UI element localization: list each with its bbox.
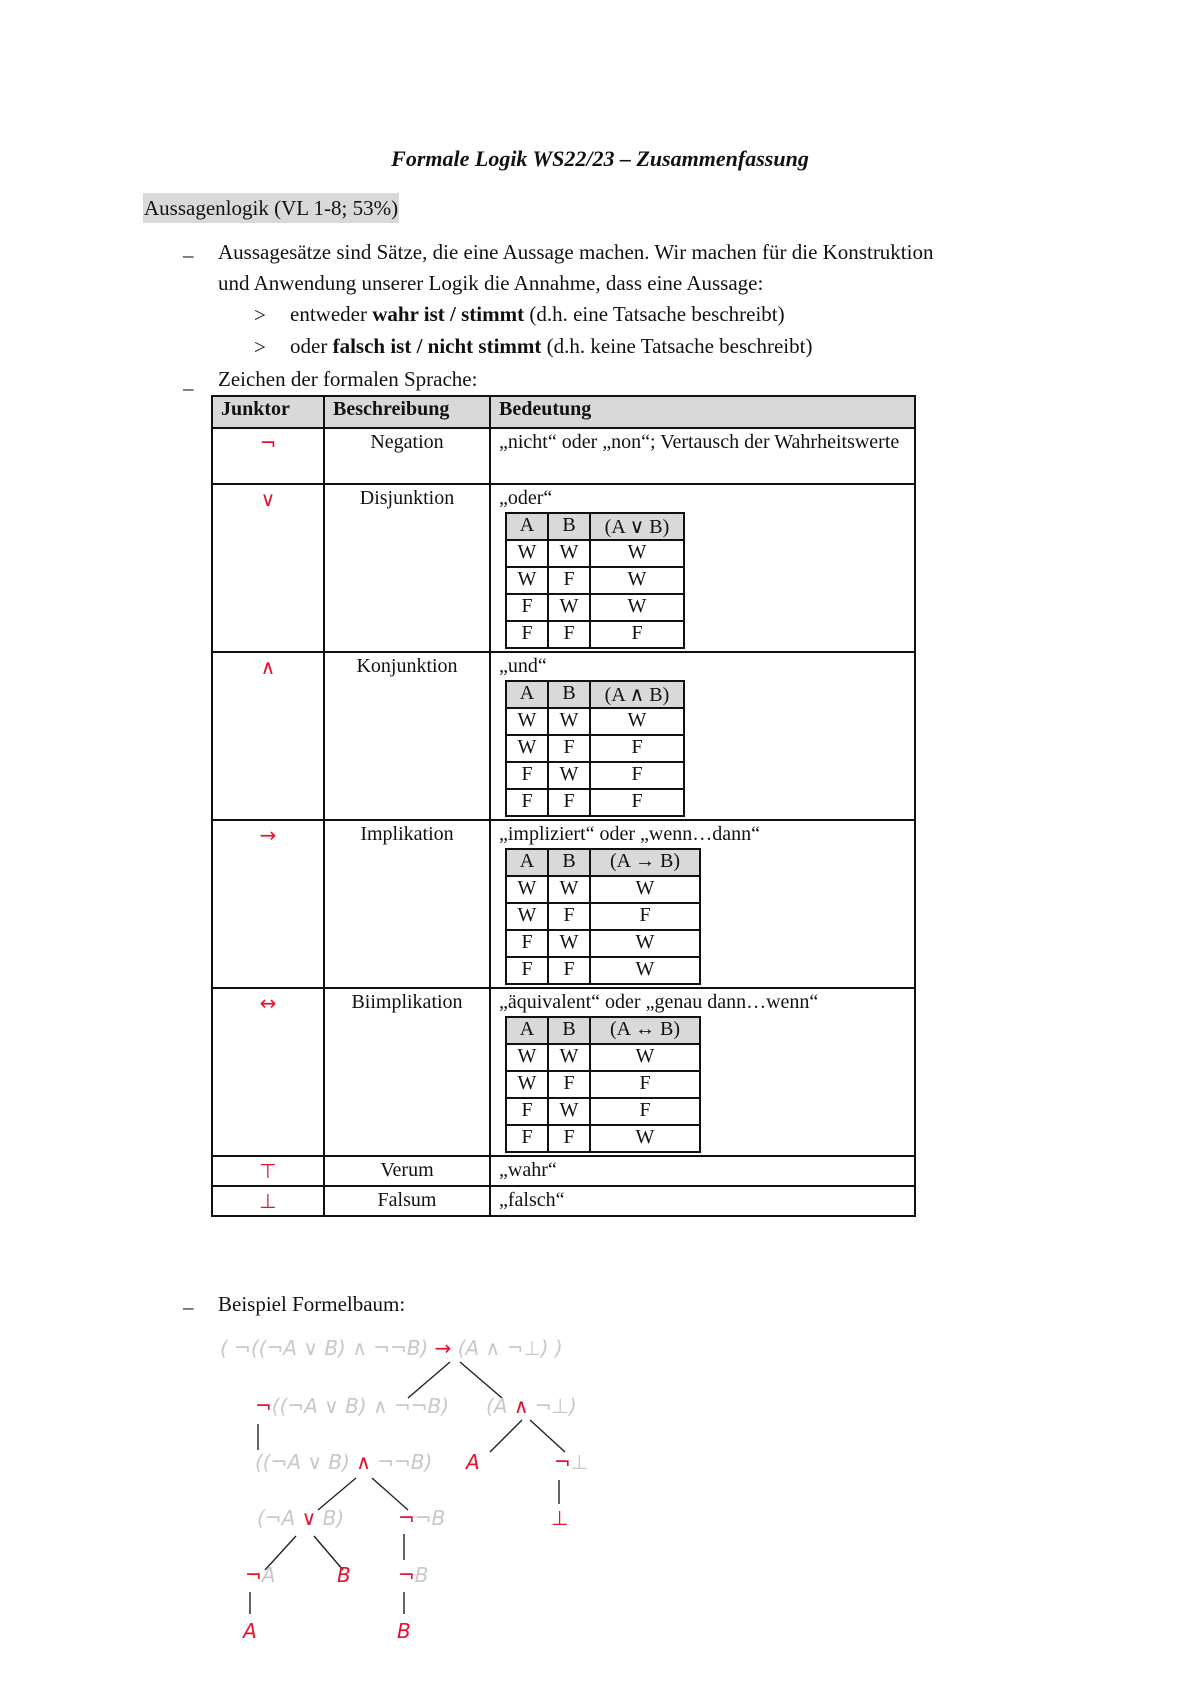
tree-node-neg-bot <box>554 1450 588 1474</box>
junktor-description: Biimplikation <box>324 988 490 1156</box>
junktor-description: Konjunktion <box>324 652 490 820</box>
truth-header: B <box>548 681 590 708</box>
truth-cell: F <box>548 567 590 594</box>
table-row <box>212 988 915 1156</box>
truth-cell: F <box>548 1125 590 1152</box>
junktor-table <box>211 395 916 1217</box>
intro-line-2: und Anwendung unserer Logik die Annahme, dass eine Aussage: <box>218 271 764 295</box>
truth-cell: W <box>548 930 590 957</box>
truth-header: B <box>548 1017 590 1044</box>
junktor-symbol: ∨ <box>212 484 324 652</box>
intro-line-1: Aussagesätze sind Sätze, die eine Aussage machen. Wir machen für die Konstruktion <box>218 240 934 264</box>
junktor-symbol: ⊤ <box>212 1156 324 1186</box>
junktor-description: Implikation <box>324 820 490 988</box>
tree-text: ¬B <box>414 1506 446 1530</box>
tree-text: ( ¬((¬A ∨ B) ∧ ¬¬B) <box>220 1336 435 1360</box>
example-heading: Beispiel Formelbaum: <box>218 1292 406 1316</box>
junktor-description: Verum <box>324 1156 490 1186</box>
tree-main-connective: ∧ <box>356 1450 371 1474</box>
truth-cell: W <box>548 876 590 903</box>
truth-cell: W <box>590 957 700 984</box>
truth-cell: F <box>506 789 548 816</box>
truth-cell: W <box>590 594 684 621</box>
section-heading: Aussagenlogik (VL 1-8; 53%) <box>143 193 399 223</box>
truth-cell: F <box>548 789 590 816</box>
tree-atom: B <box>337 1563 351 1587</box>
junktor-meaning: „falsch“ <box>490 1186 915 1216</box>
table-header-row <box>212 396 915 428</box>
tree-main-connective: ¬ <box>398 1506 415 1530</box>
truth-cell: W <box>506 1044 548 1071</box>
truth-cell: W <box>506 708 548 735</box>
truth-cell: W <box>548 594 590 621</box>
junktor-meaning: „oder“ <box>499 487 553 509</box>
sub-bold: wahr ist / stimmt <box>372 302 525 326</box>
truth-cell: W <box>590 1125 700 1152</box>
truth-cell: F <box>590 903 700 930</box>
tree-text: B <box>414 1563 429 1587</box>
truth-cell: F <box>590 1098 700 1125</box>
truth-cell: F <box>590 735 684 762</box>
truth-cell: W <box>506 735 548 762</box>
junktor-description: Disjunktion <box>324 484 490 652</box>
junktor-symbol: ¬ <box>212 428 324 484</box>
junktor-description: Negation <box>324 428 490 484</box>
truth-header: (A ∨ B) <box>590 513 684 540</box>
junktor-meaning: „und“ <box>499 655 547 677</box>
truth-cell: F <box>506 621 548 648</box>
junktor-symbol: ↔ <box>212 988 324 1156</box>
tree-atom: ⊥ <box>551 1506 569 1530</box>
junktor-meaning: „impliziert“ oder „wenn…dann“ <box>499 823 760 845</box>
table-row <box>212 1186 915 1216</box>
truth-cell: W <box>590 708 684 735</box>
truth-cell: F <box>506 1125 548 1152</box>
tree-atom: A <box>466 1450 480 1474</box>
truth-cell: F <box>590 621 684 648</box>
junktor-symbol: ∧ <box>212 652 324 820</box>
tree-node-neg-a <box>245 1563 275 1587</box>
truth-cell: F <box>590 762 684 789</box>
tree-text: B) <box>316 1506 345 1530</box>
truth-cell: F <box>590 789 684 816</box>
tree-text: ¬¬B) <box>370 1450 433 1474</box>
truth-cell: F <box>506 594 548 621</box>
signs-heading: Zeichen der formalen Sprache: <box>218 367 478 391</box>
table-row <box>212 484 915 652</box>
tree-atom: A <box>243 1619 257 1643</box>
truth-header: B <box>548 513 590 540</box>
tree-main-connective: ¬ <box>255 1394 272 1418</box>
tree-text: ((¬A ∨ B) <box>255 1450 357 1474</box>
sub-pre: oder <box>290 334 333 358</box>
tree-main-connective: ¬ <box>398 1563 415 1587</box>
truth-cell: W <box>590 930 700 957</box>
junktor-meaning: „äquivalent“ oder „genau dann…wenn“ <box>499 991 819 1013</box>
truth-table <box>505 680 685 817</box>
sub-pre: entweder <box>290 302 373 326</box>
tree-text: ¬⊥) <box>528 1394 577 1418</box>
truth-header: A <box>506 1017 548 1044</box>
tree-node-negation <box>255 1394 449 1418</box>
sub-post: (d.h. keine Tatsache beschreibt) <box>541 334 813 358</box>
truth-cell: F <box>548 621 590 648</box>
tree-main-connective: ¬ <box>245 1563 262 1587</box>
dash-marker: – <box>183 376 194 400</box>
tree-text: (A <box>486 1394 514 1418</box>
truth-cell: W <box>506 876 548 903</box>
truth-header: (A ∧ B) <box>590 681 684 708</box>
tree-node-disjunction <box>257 1506 344 1530</box>
junktor-description: Falsum <box>324 1186 490 1216</box>
tree-edge <box>530 1420 565 1452</box>
tree-edge <box>372 1478 408 1510</box>
truth-cell: F <box>506 930 548 957</box>
truth-cell: W <box>506 1071 548 1098</box>
dash-marker: – <box>183 243 194 267</box>
junktor-symbol: ⊥ <box>212 1186 324 1216</box>
junktor-meaning: „wahr“ <box>490 1156 915 1186</box>
sub-item-false <box>290 331 812 362</box>
truth-header: A <box>506 849 548 876</box>
tree-main-connective: ∧ <box>513 1394 529 1418</box>
truth-cell: W <box>548 540 590 567</box>
truth-cell: W <box>506 567 548 594</box>
header-beschreibung: Beschreibung <box>324 396 490 428</box>
truth-cell: W <box>548 1044 590 1071</box>
table-row <box>212 652 915 820</box>
tree-node-negneg-b <box>398 1506 445 1530</box>
sub-post: (d.h. eine Tatsache beschreibt) <box>524 302 785 326</box>
tree-edge <box>314 1536 343 1570</box>
truth-cell: W <box>590 1044 700 1071</box>
truth-cell: F <box>548 957 590 984</box>
truth-cell: F <box>548 1071 590 1098</box>
tree-node-root <box>220 1336 563 1360</box>
header-bedeutung: Bedeutung <box>490 396 915 428</box>
dash-marker: – <box>183 1295 194 1319</box>
sub-bold: falsch ist / nicht stimmt <box>332 334 542 358</box>
table-row <box>212 428 915 484</box>
truth-cell: F <box>506 1098 548 1125</box>
tree-edge <box>490 1420 522 1452</box>
truth-table <box>505 848 701 985</box>
table-row <box>212 1156 915 1186</box>
tree-main-connective: → <box>434 1336 452 1360</box>
sub-marker: > <box>254 303 266 327</box>
table-row <box>212 820 915 988</box>
truth-table <box>505 1016 701 1153</box>
tree-node-neg-b <box>398 1563 429 1587</box>
truth-header: (A ↔ B) <box>590 1017 700 1044</box>
page-title: Formale Logik WS22/23 – Zusammenfassung <box>391 146 809 171</box>
truth-cell: W <box>590 876 700 903</box>
truth-cell: F <box>548 903 590 930</box>
sub-item-true <box>290 299 785 330</box>
truth-cell: F <box>506 957 548 984</box>
truth-header: (A → B) <box>590 849 700 876</box>
truth-cell: W <box>548 762 590 789</box>
truth-cell: W <box>506 903 548 930</box>
truth-cell: W <box>548 1098 590 1125</box>
tree-edge <box>408 1362 450 1398</box>
tree-text: (A ∧ ¬⊥) ) <box>451 1336 563 1360</box>
junktor-meaning: „nicht“ oder „non“; Vertausch der Wahrheitswerte <box>490 428 915 484</box>
tree-edge <box>318 1478 356 1510</box>
tree-text: ((¬A ∨ B) ∧ ¬¬B) <box>271 1394 450 1418</box>
header-junktor: Junktor <box>212 396 324 428</box>
tree-main-connective: ¬ <box>554 1450 571 1474</box>
truth-cell: F <box>590 1071 700 1098</box>
truth-header: B <box>548 849 590 876</box>
truth-header: A <box>506 681 548 708</box>
truth-header: A <box>506 513 548 540</box>
tree-edge <box>265 1536 296 1570</box>
tree-text: A <box>261 1563 276 1587</box>
tree-edges <box>250 1362 565 1614</box>
tree-main-connective: ∨ <box>301 1506 317 1530</box>
tree-text: ⊥ <box>570 1450 589 1474</box>
truth-table <box>505 512 685 649</box>
junktor-symbol: → <box>212 820 324 988</box>
truth-cell: W <box>590 540 684 567</box>
truth-cell: W <box>506 540 548 567</box>
truth-cell: F <box>548 735 590 762</box>
tree-text: (¬A <box>257 1506 302 1530</box>
truth-cell: W <box>548 708 590 735</box>
tree-atom: B <box>397 1619 411 1643</box>
truth-cell: F <box>506 762 548 789</box>
sub-marker: > <box>254 335 266 359</box>
tree-edge <box>460 1362 502 1398</box>
tree-node-inner-conjunction <box>255 1450 432 1474</box>
truth-cell: W <box>590 567 684 594</box>
tree-node-conjunction <box>486 1394 577 1418</box>
